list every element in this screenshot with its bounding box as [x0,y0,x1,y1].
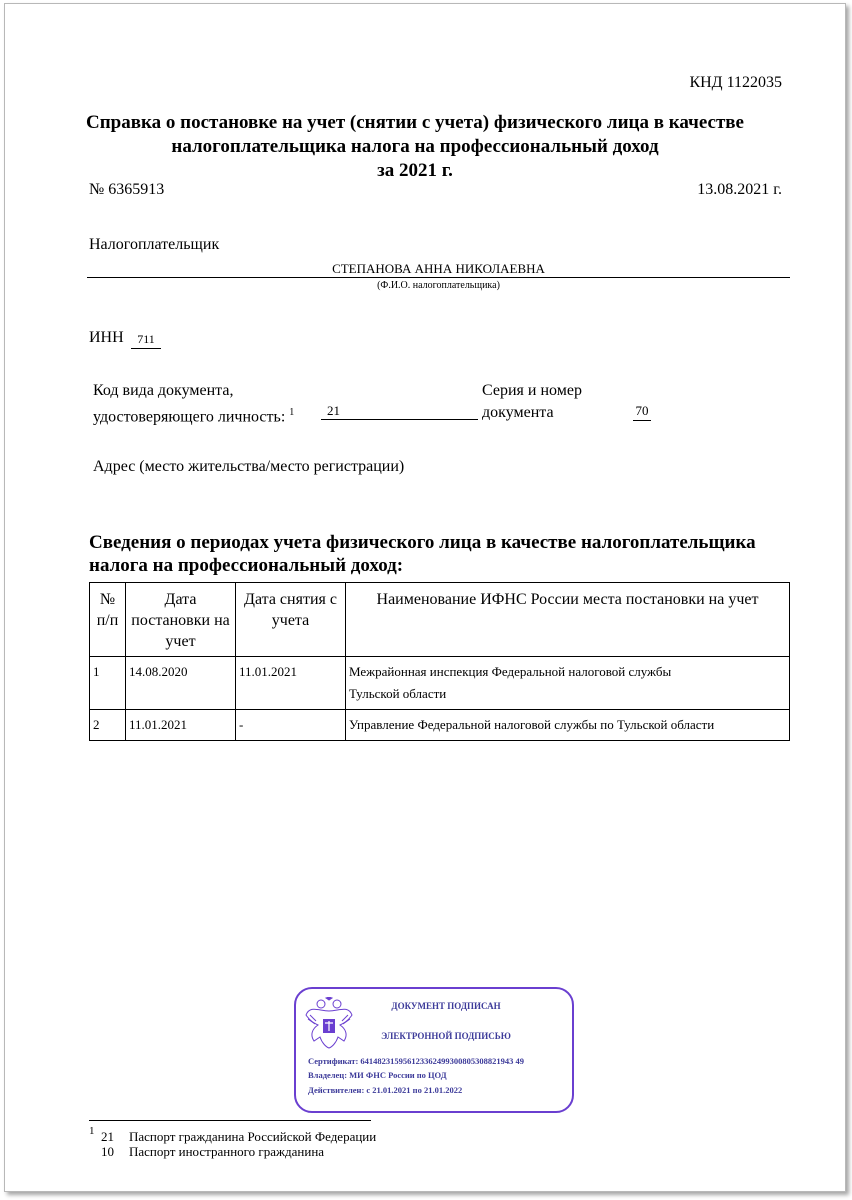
stamp-valid: Действителен: с 21.01.2021 по 21.01.2022 [308,1085,463,1095]
row-num: 1 [90,657,126,710]
row-num: 2 [90,710,126,741]
row-reg-date: 14.08.2020 [126,657,236,710]
doc-code-label-line-2 [93,402,294,428]
document-title [65,111,765,183]
footnote-code: 21 [101,1129,114,1144]
row-office: Управление Федеральной налоговой службы по Тульской области [346,710,790,741]
row-dereg-date: 11.01.2021 [236,657,346,710]
document-date: 13.08.2021 г. [697,181,782,198]
col-header-num: № п/п [90,583,126,657]
periods-section-title [89,531,799,577]
periods-title-line-2: налога на профессиональный доход: [89,555,404,576]
document-page [4,3,846,1192]
footnote-divider [89,1120,371,1121]
row-office-line-2: Тульской области [349,686,447,701]
address-label: Адрес (место жительства/место регистрации) [93,458,405,475]
row-office [346,657,790,710]
footnote-code: 10 [101,1144,114,1159]
footnote-item [101,1129,376,1145]
table-row [90,657,790,710]
title-line-2: налогоплательщика налога на профессиональный доход [171,136,659,157]
footnote-text: Паспорт гражданина Российской Федерации [129,1129,377,1144]
electronic-signature-stamp [294,987,574,1113]
footnote-marker: 1 [89,1125,95,1137]
periods-table [89,582,790,741]
stamp-owner: Владелец: МИ ФНС России по ЦОД [308,1070,447,1080]
knd-code: КНД 1122035 [689,74,782,91]
series-label-line-2: документа [482,404,554,421]
taxpayer-label: Налогоплательщик [89,236,220,253]
inn-label: ИНН [89,329,124,346]
table-header-row [90,583,790,657]
doc-code-label [93,380,294,428]
series-value: 70 [633,403,651,421]
doc-code-label-text: удостоверяющего личность: [93,408,286,426]
doc-code-value: 21 [321,403,478,420]
title-line-1: Справка о постановке на учет (снятии с учета) физического лица в качестве [85,112,744,133]
row-dereg-date: - [236,710,346,741]
taxpayer-name-caption: (Ф.И.О. налогоплательщика) [377,280,500,291]
footnote-item [101,1144,324,1160]
stamp-line-2: ЭЛЕКТРОННОЙ ПОДПИСЬЮ [381,1031,511,1041]
periods-title-line-1: Сведения о периодах учета физического лица в качестве налогоплательщика [89,532,756,553]
col-header-office: Наименование ИФНС России места постановки на учет [346,583,790,657]
taxpayer-name: СТЕПАНОВА АННА НИКОЛАЕВНА [87,261,790,278]
title-line-3: за 2021 г. [377,160,453,181]
footnote-text: Паспорт иностранного гражданина [129,1144,325,1159]
doc-code-label-line-1: Код вида документа, [93,382,234,399]
col-header-reg-date: Дата постановки на учет [126,583,236,657]
row-reg-date: 11.01.2021 [126,710,236,741]
series-label [482,380,582,424]
doc-code-footnote-marker: 1 [289,407,295,418]
inn-value: 711 [131,332,161,349]
table-row [90,710,790,741]
stamp-certificate: Сертификат: 641482315956123362499300805308821943 49 [308,1056,525,1066]
row-office-line-1: Межрайонная инспекция Федеральной налоговой службы [349,664,672,679]
stamp-line-1: ДОКУМЕНТ ПОДПИСАН [391,1001,501,1011]
document-number: № 6365913 [89,181,165,198]
col-header-dereg-date: Дата снятия с учета [236,583,346,657]
series-label-line-1: Серия и номер [482,382,582,399]
